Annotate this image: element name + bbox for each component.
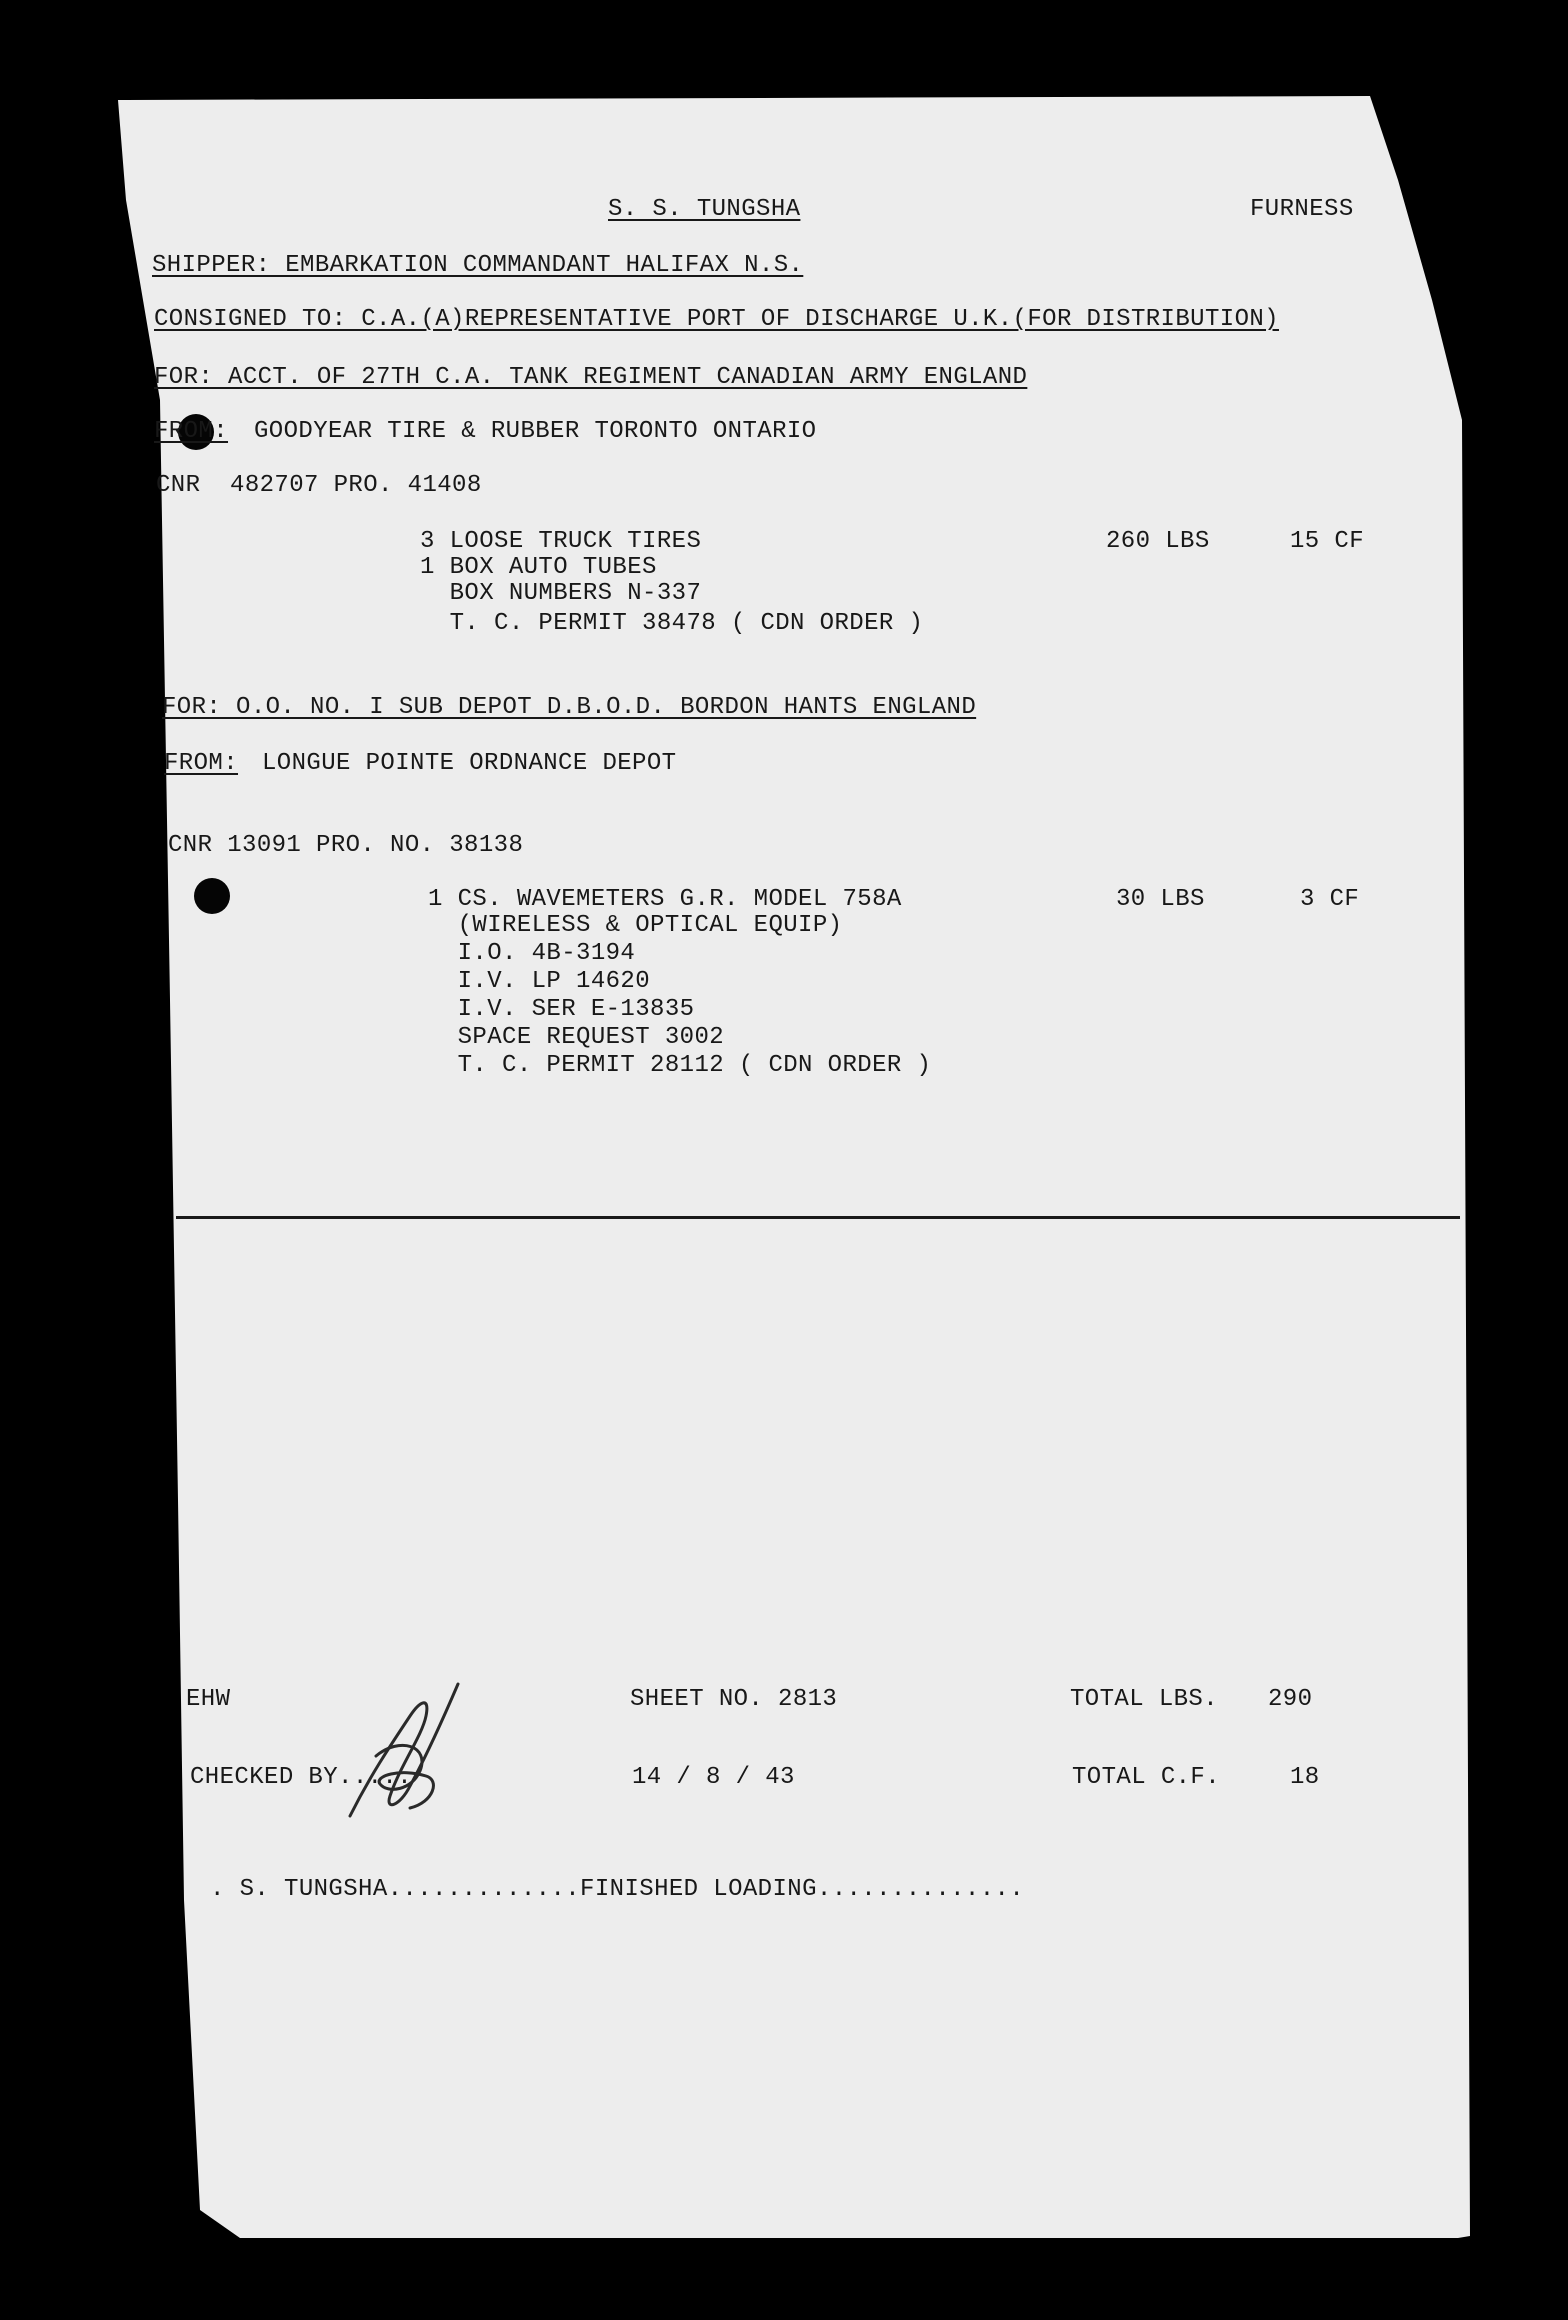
total-lbs-value: 290 <box>1268 1686 1313 1713</box>
section1-from-value: GOODYEAR TIRE & RUBBER TORONTO ONTARIO <box>254 418 817 445</box>
punch-hole-middle <box>194 878 230 914</box>
line-name: FURNESS <box>1250 196 1354 223</box>
section2-weight: 30 LBS <box>1116 886 1205 913</box>
ship-title: S. S. TUNGSHA <box>608 196 801 223</box>
total-cf-value: 18 <box>1290 1764 1320 1791</box>
section1-cnr: CNR 482707 PRO. 41408 <box>156 472 482 499</box>
signature-scribble <box>330 1676 470 1836</box>
divider-line <box>176 1216 1460 1219</box>
section2-from-label: FROM: <box>164 750 239 777</box>
section2-item: I.V. SER E-13835 <box>428 996 695 1023</box>
section1-cube: 15 CF <box>1290 528 1365 555</box>
section1-weight: 260 LBS <box>1106 528 1210 555</box>
clerk-initials: EHW <box>186 1686 231 1713</box>
finished-loading-line: . S. TUNGSHA.............FINISHED LOADING.............. <box>210 1876 1025 1903</box>
shipper-line: SHIPPER: EMBARKATION COMMANDANT HALIFAX N.S. <box>152 252 804 279</box>
section2-item: (WIRELESS & OPTICAL EQUIP) <box>428 912 843 939</box>
section2-for: FOR: O.O. NO. I SUB DEPOT D.B.O.D. BORDON HANTS ENGLAND <box>162 694 977 721</box>
section1-item: T. C. PERMIT 38478 ( CDN ORDER ) <box>420 610 924 637</box>
section2-item: T. C. PERMIT 28112 ( CDN ORDER ) <box>428 1052 932 1079</box>
section2-item: 1 CS. WAVEMETERS G.R. MODEL 758A <box>428 886 902 913</box>
section2-from-value: LONGUE POINTE ORDNANCE DEPOT <box>262 750 677 777</box>
section1-from-label: FROM: <box>154 418 229 445</box>
section2-item: I.V. LP 14620 <box>428 968 651 995</box>
checked-by: CHECKED BY..... <box>190 1764 413 1791</box>
section2-item: SPACE REQUEST 3002 <box>428 1024 725 1051</box>
total-lbs-label: TOTAL LBS. <box>1070 1686 1219 1713</box>
section1-for: FOR: ACCT. OF 27TH C.A. TANK REGIMENT CANADIAN ARMY ENGLAND <box>154 364 1028 391</box>
section1-item: 1 BOX AUTO TUBES <box>420 554 657 581</box>
sheet-number: SHEET NO. 2813 <box>630 1686 838 1713</box>
section1-item: 3 LOOSE TRUCK TIRES <box>420 528 702 555</box>
section2-cube: 3 CF <box>1300 886 1360 913</box>
section1-item: BOX NUMBERS N-337 <box>420 580 702 607</box>
consigned-to-line: CONSIGNED TO: C.A.(A)REPRESENTATIVE PORT OF DISCHARGE U.K.(FOR DISTRIBUTION) <box>154 306 1279 333</box>
total-cf-label: TOTAL C.F. <box>1072 1764 1221 1791</box>
section2-cnr: CNR 13091 PRO. NO. 38138 <box>168 832 524 859</box>
section2-item: I.O. 4B-3194 <box>428 940 636 967</box>
sheet-date: 14 / 8 / 43 <box>632 1764 795 1791</box>
